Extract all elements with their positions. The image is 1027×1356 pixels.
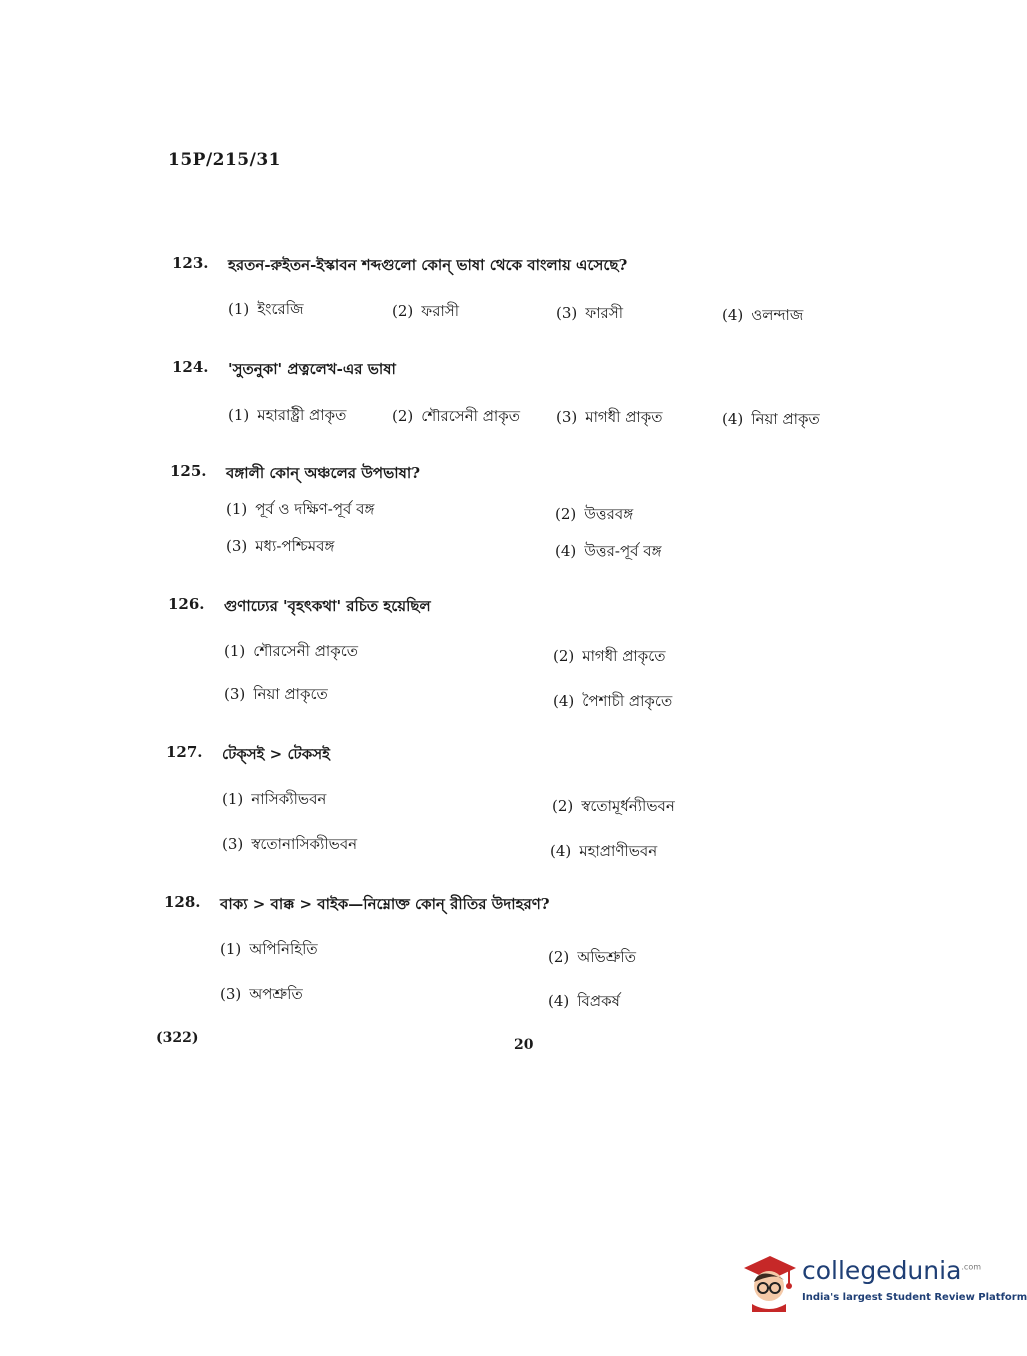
option-3: (3) অপশ্রুতি: [220, 985, 303, 1003]
question-number: 125.: [170, 462, 207, 480]
brand-tagline: India's largest Student Review Platform: [802, 1292, 1027, 1303]
question-text: 'সুতনুকা' প্রত্নলেখ-এর ভাষা: [228, 360, 396, 378]
page-number: 20: [514, 1037, 534, 1053]
question-number: 127.: [166, 743, 203, 761]
option-3: (3) মাগধী প্রাকৃত: [556, 408, 663, 426]
watermark-logo: [740, 1248, 1027, 1318]
option-3: (3) নিয়া প্রাকৃতে: [224, 685, 328, 703]
option-4: (4) পৈশাচী প্রাকৃতে: [553, 692, 673, 710]
option-1: (1) মহারাষ্ট্রী প্রাকৃত: [228, 406, 347, 424]
option-1: (1) অপিনিহিতি: [220, 940, 318, 958]
question-text: টেক্‌সই > টেকসই: [222, 745, 330, 763]
option-4: (4) নিয়া প্রাকৃত: [722, 410, 820, 428]
option-1: (1) পূর্ব ও দক্ষিণ-পূর্ব বঙ্গ: [226, 500, 375, 518]
question-number: 124.: [172, 358, 209, 376]
option-4: (4) উত্তর-পূর্ব বঙ্গ: [555, 542, 662, 560]
option-1: (1) শৌরসেনী প্রাকৃতে: [224, 642, 359, 660]
option-3: (3) স্বতোনাসিক্যীভবন: [222, 835, 358, 853]
option-3: (3) মধ্য-পশ্চিমবঙ্গ: [226, 537, 335, 555]
question-text: বঙ্গালী কোন্ অঞ্চলের উপভাষা?: [226, 464, 421, 482]
option-4: (4) মহাপ্রাণীভবন: [550, 842, 658, 860]
booklet-code: (322): [156, 1030, 199, 1046]
question-text: বাক্য > বাক্ক > বাইক—নিম্নোক্ত কোন্ রীতির উদাহরণ?: [220, 895, 550, 913]
option-3: (3) ফারসী: [556, 304, 624, 322]
option-1: (1) ইংরেজি: [228, 300, 304, 318]
option-1: (1) নাসিক্যীভবন: [222, 790, 327, 808]
option-2: (2) শৌরসেনী প্রাকৃত: [392, 407, 520, 425]
student-mascot-icon: [740, 1252, 798, 1314]
brand-name: collegedunia$^{.com}$: [802, 1256, 982, 1285]
option-2: (2) মাগধী প্রাকৃতে: [553, 647, 666, 665]
question-number: 128.: [164, 893, 201, 911]
question-text: গুণাঢ্যের 'বৃহৎকথা' রচিত হয়েছিল: [224, 597, 431, 615]
question-text: হরতন-রুইতন-ইস্কাবন শব্দগুলো কোন্ ভাষা থেকে বাংলায় এসেছে?: [228, 256, 628, 274]
option-4: (4) বিপ্রকর্ষ: [548, 992, 620, 1010]
option-4: (4) ওলন্দাজ: [722, 306, 804, 324]
option-2: (2) ফরাসী: [392, 302, 460, 320]
option-2: (2) উত্তরবঙ্গ: [555, 505, 634, 523]
option-2: (2) স্বতোমূর্ধন্যীভবন: [552, 797, 675, 815]
option-2: (2) অভিশ্রুতি: [548, 948, 636, 966]
paper-code: 15P/215/31: [168, 150, 282, 170]
question-number: 123.: [172, 254, 209, 272]
question-number: 126.: [168, 595, 205, 613]
